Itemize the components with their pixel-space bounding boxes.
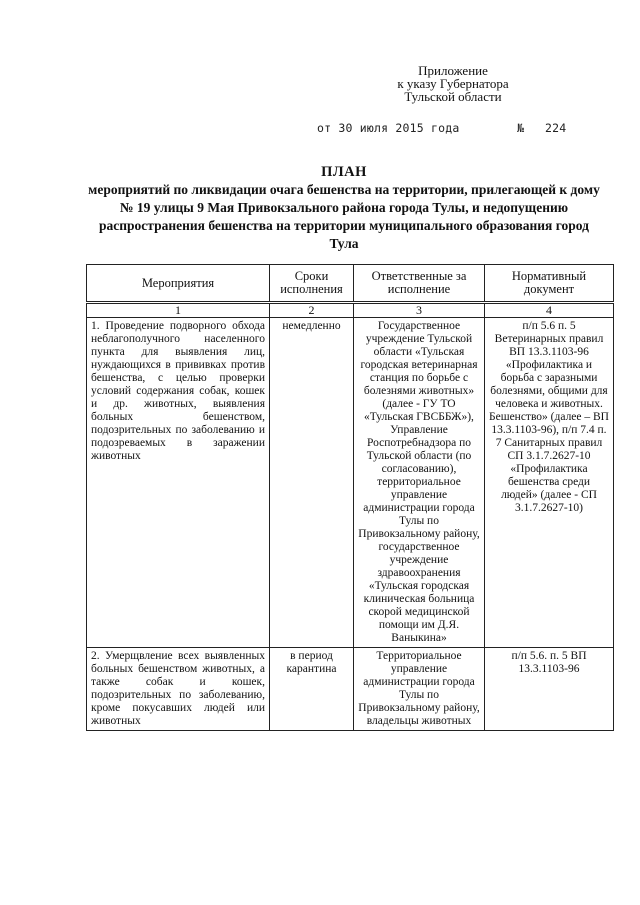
- header-document: Нормативный документ: [485, 265, 614, 303]
- row-1-responsible: Государственное учреждение Тульской области «Тульская городская ветеринарная станция по борьбе с болезнями животных» (далее - ГУ ТО «Тульская ГВСББЖ»), Управление Роспотребнадзора по Тульской области (по согласованию), территориальное управление администрации города Тулы по Привокзальному району, государственное учреждение здравоохранения «Тульская городская клиническая больница скорой медицинской помощи им Д.Я. Ваныкина»: [354, 318, 485, 648]
- row-2-document: п/п 5.6. п. 5 ВП 13.3.1103-96: [485, 648, 614, 731]
- column-number-2: 2: [270, 303, 354, 318]
- column-number-row: [87, 303, 614, 318]
- document-title: [84, 163, 604, 253]
- column-number-3: 3: [354, 303, 485, 318]
- header-measures: Мероприятия: [87, 265, 270, 303]
- column-number-4: 4: [485, 303, 614, 318]
- decree-stamp: [317, 121, 617, 135]
- decree-date: от 30 июля 2015 года: [317, 121, 460, 135]
- row-1-deadline: немедленно: [270, 318, 354, 648]
- row-2-deadline: в период карантина: [270, 648, 354, 731]
- decree-number-label: №: [517, 121, 525, 135]
- row-1-document: п/п 5.6 п. 5 Ветеринарных правил ВП 13.3.1103-96 «Профилактика и борьба с заразными болезнями, общими для человека и животных. Бешенство» (далее – ВП 13.3.1103-96), п/п 7.4 п. 7 Санитарных правил СП 3.1.7.2627-10 «Профилактика бешенства среди людей» (далее - СП 3.1.7.2627-10): [485, 318, 614, 648]
- plan-table: [86, 264, 614, 731]
- header-deadline: Сроки исполнения: [270, 265, 354, 303]
- header-responsible: Ответственные за исполнение: [354, 265, 485, 303]
- table-row: [87, 648, 614, 731]
- column-number-1: 1: [87, 303, 270, 318]
- table-row: [87, 318, 614, 648]
- appendix-line-3: Тульской области: [404, 89, 502, 104]
- row-2-measure: 2. Умерщвление всех выявленных больных бешенством животных, а также собак и кошек, подозрительных по заболеванию, кроме покусавших людей или животных: [87, 648, 270, 731]
- decree-number: 224: [545, 121, 567, 135]
- appendix-block: [378, 64, 528, 103]
- title-main: ПЛАН: [321, 164, 367, 180]
- title-subtitle: мероприятий по ликвидации очага бешенства на территории, прилегающей к дому № 19 улицы 9 Мая Привокзального района города Тулы, и недопущению распространения бешенства на территории муниципального образования город Тула: [88, 182, 600, 251]
- appendix-line-1: Приложение: [418, 63, 488, 78]
- row-2-responsible: Территориальное управление администрации города Тулы по Привокзальному району, владельцы животных: [354, 648, 485, 731]
- header-row: [87, 265, 614, 303]
- appendix-line-2: к указу Губернатора: [397, 76, 509, 91]
- row-1-measure: 1. Проведение подворного обхода неблагополучного населенного пункта для выявления лиц, нуждающихся в прививках против бешенства, с целью проверки условий содержания собак, кошек и др. животных, выявления больных бешенством, подозрительных по заболеванию и подозреваемых в заражении животных: [87, 318, 270, 648]
